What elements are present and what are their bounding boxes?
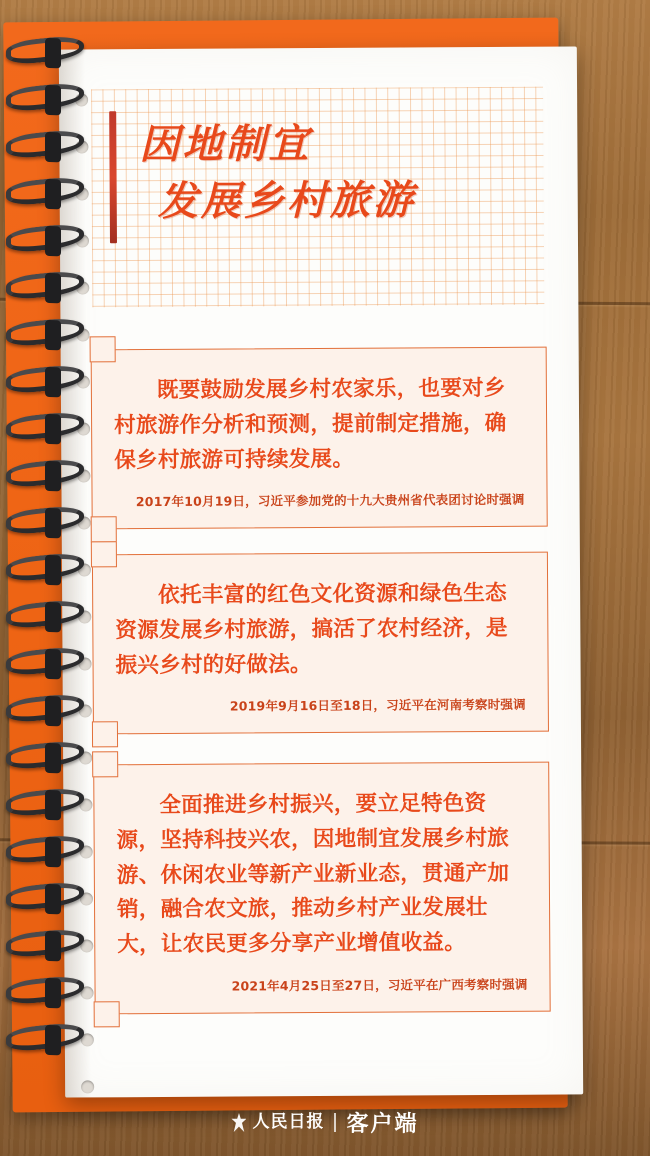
quote-source: 2017年10月19日，习近平参加党的十九大贵州省代表团讨论时强调 (135, 492, 525, 510)
page-content (59, 46, 583, 1097)
footer-divider (334, 1113, 336, 1132)
title-grid-panel (91, 87, 544, 308)
quote-text: 依托丰富的红色文化资源和绿色生态资源发展乡村旅游，搞活了农村经济，是振兴乡村的好做法。 (115, 580, 508, 678)
quote-text: 全面推进乡村振兴，要立足特色资源，坚持科技兴农，因地制宜发展乡村旅游、休闲农业等新产业新业态，贯通产加销，融合农文旅，推动乡村产业发展壮大，让农民更多分享产业增值收益。 (116, 790, 510, 958)
title-accent-bar (109, 111, 117, 243)
title-line-2: 发展乡村旅游 (157, 177, 416, 225)
title-line-1: 因地制宜 (139, 121, 312, 169)
quote-source: 2021年4月25日至27日，习近平在广西考察时强调 (231, 976, 528, 994)
quote-card (92, 552, 549, 735)
quote-text: 既要鼓励发展乡村农家乐，也要对乡村旅游作分析和预测，提前制定措施，确保乡村旅游可持续发展。 (114, 375, 507, 473)
star-icon (231, 1113, 246, 1132)
peoples-daily-logo (231, 1113, 324, 1132)
quote-card (91, 347, 548, 530)
quote-card (93, 762, 551, 1015)
product-name: 客户端 (346, 1112, 419, 1137)
quote-source: 2019年9月16日至18日，习近平在河南考察时强调 (229, 697, 526, 715)
footer-branding (0, 1107, 650, 1138)
brand-name: 人民日报 (252, 1112, 325, 1132)
poster-title (139, 115, 530, 231)
